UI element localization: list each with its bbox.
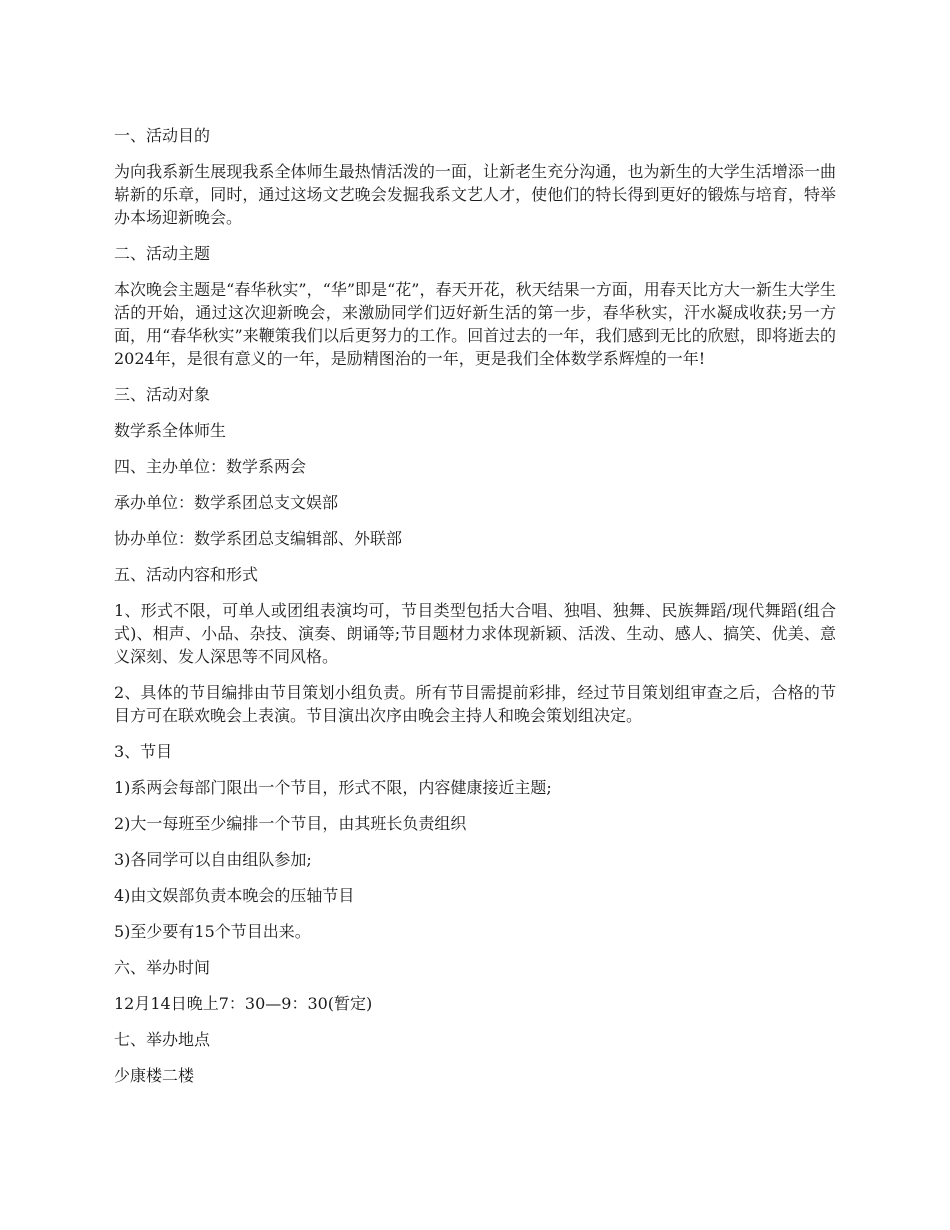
list-item-program-4: 4)由文娱部负责本晚会的压轴节目 xyxy=(114,886,355,905)
paragraph-venue: 少康楼二楼 xyxy=(114,1066,195,1085)
paragraph-co-organizer: 协办单位：数学系团总支编辑部、外联部 xyxy=(114,529,403,548)
subheading-programs: 3、节目 xyxy=(114,742,173,761)
paragraph-audience: 数学系全体师生 xyxy=(114,421,227,440)
paragraph-time: 12月14日晚上7：30—9：30(暂定) xyxy=(114,994,373,1013)
section-heading-organizer: 四、主办单位：数学系两会 xyxy=(114,457,307,476)
list-item-program-5: 5)至少要有15个节目出来。 xyxy=(114,922,311,941)
paragraph-host-unit: 承办单位：数学系团总支文娱部 xyxy=(114,493,339,512)
paragraph-theme: 本次晚会主题是“春华秋实”，“华”即是“花”，春天开花，秋天结果一方面，用春天比方大一新生大学生活的开始，通过这次迎新晚会，来激励同学们迈好新生活的第一步，春华秋实，汗水凝成收获;另一方面，用“春华秋实”来鞭策我们以后更努力的工作。回首过去的一年，我们感到无比的欣慰，即将逝去的2024年，是很有意义的一年，是励精图治的一年，更是我们全体数学系辉煌的一年! xyxy=(114,280,836,368)
document-body xyxy=(114,124,836,1100)
section-heading-content-format: 五、活动内容和形式 xyxy=(114,565,259,584)
section-heading-purpose: 一、活动目的 xyxy=(114,126,211,145)
section-heading-time: 六、举办时间 xyxy=(114,958,211,977)
paragraph-purpose: 为向我系新生展现我系全体师生最热情活泼的一面，让新老生充分沟通，也为新生的大学生活增添一曲崭新的乐章，同时，通过这场文艺晚会发掘我系文艺人才，使他们的特长得到更好的锻炼与培育，特举办本场迎新晚会。 xyxy=(114,162,836,227)
section-heading-venue: 七、举办地点 xyxy=(114,1030,211,1049)
list-item-program-1: 1)系两会每部门限出一个节目，形式不限，内容健康接近主题; xyxy=(114,778,552,797)
section-heading-audience: 三、活动对象 xyxy=(114,385,211,404)
section-heading-theme: 二、活动主题 xyxy=(114,244,211,263)
paragraph-format-item-2: 2、具体的节目编排由节目策划小组负责。所有节目需提前彩排，经过节目策划组审查之后，合格的节目方可在联欢晚会上表演。节目演出次序由晚会主持人和晚会策划组决定。 xyxy=(114,683,836,725)
paragraph-format-item-1: 1、形式不限，可单人或团组表演均可，节目类型包括大合唱、独唱、独舞、民族舞蹈/现代舞蹈(组合式)、相声、小品、杂技、演奏、朗诵等;节目题材力求体现新颖、活泼、生动、感人、搞笑、优美、意义深刻、发人深思等不同风格。 xyxy=(114,601,836,666)
list-item-program-3: 3)各同学可以自由组队参加; xyxy=(114,850,312,869)
list-item-program-2: 2)大一每班至少编排一个节目，由其班长负责组织 xyxy=(114,814,467,833)
